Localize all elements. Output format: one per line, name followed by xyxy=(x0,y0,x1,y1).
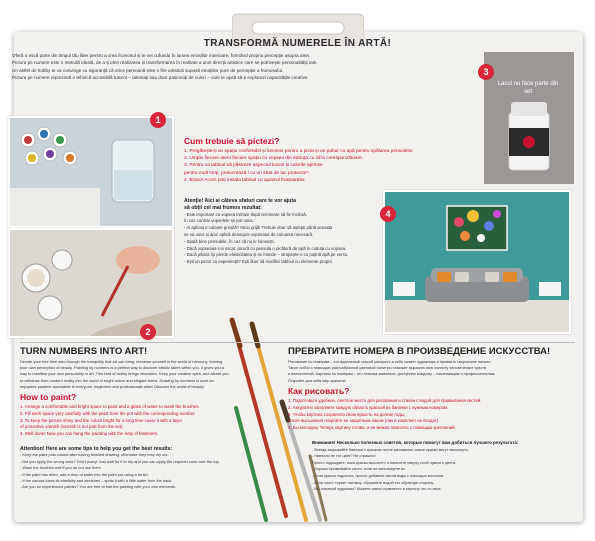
ru-tip: - Нанесли не тот цвет? Не страшно! xyxy=(312,454,376,459)
living-room-illustration xyxy=(385,192,569,332)
bottle-label-text: Lacul nu face parte din set xyxy=(497,81,559,95)
ro-howto-heading: Cum trebuie să pictezi? xyxy=(184,136,280,146)
ro-tips-heading: Atenție! Aici ai câteva sfaturi care te vor ajuta xyxy=(184,198,296,204)
en-steps xyxy=(20,404,200,438)
en-tip: - Did you apply the wrong color? Don't worry! Just wait for it to dry and you can apply the required color over the top. xyxy=(20,458,220,464)
paint-pots-illustration xyxy=(10,118,172,226)
ro-tip: - Spală bine pensulele, în caz că nu le folosești. xyxy=(184,238,275,244)
ro-step: 1. Pregătește-ți un spațiu confortabil și luminos pentru a picta și un pahar cu apă pentru spălarea pensulelor. xyxy=(184,149,414,154)
ru-tips-heading: Внимание! Несколько полезных советов, которые помогут вам добиться лучшего результата: xyxy=(312,440,519,445)
ro-steps xyxy=(184,148,414,184)
en-step: 1. Arrange a comfortable and bright space to paint and a glass of water to wash the brushes. xyxy=(20,404,200,409)
bottle-label xyxy=(497,80,559,96)
en-step: 4. Well done! Now you can hang the painting with the help of fasteners. xyxy=(20,431,159,437)
ru-section-heading: ПРЕВРАТИТЕ НОМЕРА В ПРОИЗВЕДЕНИЕ ИСКУССТВА! xyxy=(288,346,551,357)
ro-tip: - Este important ca vopsea trebuie după terminare să fie închisă. xyxy=(184,211,308,217)
ru-intro-line: Такое хобби с помощью разнообразной цветовой палитры поможет выразить всю полноту человеческих чувств xyxy=(288,366,486,371)
ru-tip: - Если краска подсохла, просто добавьте капли воды с помощью кисточки. xyxy=(312,473,444,478)
ro-step: 2. Umple fiecare atent fiecare spațiu cu vopsea din sticluța cu cifra corespunzătoare. xyxy=(184,156,364,162)
ro-step: pentru mult timp, prelucrează-l cu un strat de lac protector*. xyxy=(184,170,311,176)
ru-tip: - Хорошо промывайте кисти, если не используете их. xyxy=(312,467,407,472)
en-howto-heading: How to paint? xyxy=(20,392,77,402)
ru-step: 3. Чтобы картина сохраняла свою яркость на долгие годы, xyxy=(288,411,406,417)
badge-one: 1 xyxy=(150,112,166,128)
ro-step: 3. Pentru ca tabloul să păstreze aspectul lucios și culorile aprinse xyxy=(184,163,323,169)
en-tip: - Wash the brushes well if you do not use them. xyxy=(20,465,102,471)
en-tip: - If the paint has dried, add a drop of water into the paint pot using a brush. xyxy=(20,471,149,477)
ru-step: 4. Вы молодец! Теперь картину готова, и ее можно повесить с помощью креплений. xyxy=(288,425,456,431)
ru-step: 1. Подготовьте удобное, светлое место для рисования и стакан с водой для промывания кистей. xyxy=(288,398,482,403)
ru-step: после высыхания покройте ее защитным лаком (лак в комплект не входит). xyxy=(288,418,440,424)
intro-line: Oferă o mică parte din timpul tău liber pentru a crea frumosul și te vei cufunda în lumea emoțiilor interioare, formând propria percepție asupra artei. xyxy=(12,53,311,58)
painting-hand-photo xyxy=(8,228,174,338)
badge-four: 4 xyxy=(380,206,396,222)
en-step: of protective varnish (varnish is not part from the set). xyxy=(20,424,124,430)
ro-tip: - Dacă pânza își pierde elasticitatea și se întinde – stropește-o cu puțină apă pe verso. xyxy=(184,252,349,258)
intro-line: Pictura pe numere reprezintă o tehnică accesibilă tuturor – talentați sau doar pasionați de culori – care te ajută să-ți explorezi capacitățile creative. xyxy=(12,75,309,81)
ro-tip: - Ai aplicat o culoare greșită? Nicio grijă! Trebuie doar să aștepți până aceasta xyxy=(184,225,333,231)
varnish-bottle-image xyxy=(484,52,574,184)
ru-tip: - Всегда закрывайте баночки с краскою после рисования, иначе краски могут высохнуть. xyxy=(312,447,469,452)
intro-text-ro xyxy=(12,52,472,82)
en-tip: - Keep the paint pots closed after having finished drawing, otherwise they may dry out. xyxy=(20,452,169,458)
en-tip: - Are you an experienced painter? You are free to edit the painting with your own elements. xyxy=(20,484,177,490)
en-intro-line: enjoyable pastime accessible to everyone, beginners and professionals alike! Discover the world of beauty! xyxy=(20,383,205,389)
ru-intro-line: Откройте для себя мир красоты! xyxy=(288,378,346,383)
en-intro-line: Devote your free time also through the tranquility that art can bring, immerse yourself in the world of harmony, forming xyxy=(20,359,223,364)
living-room-photo xyxy=(383,190,571,334)
ro-tip: În caz contrar vopselele se pot usca. xyxy=(184,218,254,224)
ru-tips xyxy=(312,440,518,493)
ru-tip: - Вы опытный художник? Можете смело привнести в картину что-то свое. xyxy=(312,487,442,492)
ro-tip: se va usca și apoi aplică deasupra vopseaua de culoarea necesară. xyxy=(184,231,314,237)
ru-step: 2. Аккуратно заполните каждую область краской из баночки с нужным номером. xyxy=(288,404,449,410)
section-divider xyxy=(20,342,575,343)
en-tip: - If the canvas loses its elasticity and stretches – spritz it with a little water from the back. xyxy=(20,478,173,484)
ro-tip: - Dacă vopseaua s-a uscat, picură cu pensula o picătură de apă în cutiuța cu vopsea. xyxy=(184,245,347,251)
ru-intro-line: Рисование по номерам – это идеальный способ раскрыть в себе талант художника и проявить творческое начало. xyxy=(288,360,492,364)
intro-line: Un astfel de hobby te va convinge cu siguranță că orice persoană este o fire artistică supusă emoțiilor pure de percepție a frumosului. xyxy=(12,67,284,73)
ro-tips xyxy=(184,198,348,266)
en-step: 3. To keep the picture shiny and the colors bright for a long time cover it with a layer xyxy=(20,417,183,423)
en-tips-heading: Attention! Here are some tips to help you get the best results: xyxy=(20,446,173,452)
en-section-heading: TURN NUMBERS INTO ART! xyxy=(20,346,148,357)
en-intro-line: way to manifest your own personality in art. This kind of hobby brings relaxation. Keep your creative spirit, and allows you xyxy=(20,371,229,377)
ru-steps xyxy=(288,398,481,432)
en-intro-line: to withdraw from modern reality into the world of bright colors and elegant forms. Drawing by numbers is such an xyxy=(20,377,214,383)
page-title: TRANSFORMĂ NUMERELE ÎN ARTĂ! xyxy=(203,38,392,49)
paint-pots-photo xyxy=(8,116,174,228)
ro-tips-heading-2: să obții cel mai frumos rezultat: xyxy=(184,204,262,211)
intro-line: Pictura pe numere este o metodă ideală, de a-ți oferi realizarea și transformarea în realitate a unei direcții artistice care se potrivește personalității tale. xyxy=(12,60,318,66)
en-tips xyxy=(20,446,220,491)
en-intro-line: your own perception of beauty. Painting by numbers is a perfect way to discover artistic talent within you. It gives you a xyxy=(20,365,224,371)
ru-intro xyxy=(288,359,495,384)
ro-step: 4. Bravo! Acum poți instala tabloul cu ajutorul fixatoarelor. xyxy=(184,177,306,183)
badge-two: 2 xyxy=(140,324,156,340)
ro-tip: - Ești un pictor cu experiență? Ești liber să modifici tabloul cu elemente proprii. xyxy=(184,259,333,265)
en-step: 2. Fill each space very carefully with the paint from the pot with the corresponding number. xyxy=(20,410,196,416)
ru-intro-line: и впечатлений. Картины по номерам – это техника живописи, доступная каждому – начинающим и профессионалам. xyxy=(288,372,496,377)
en-intro xyxy=(20,359,229,390)
ru-tip: Просто подождите, пока краска высохнет, а нанесите сверху слой нужного цвета. xyxy=(312,460,456,465)
ru-tip: - Если холст теряет натяжку, сбрызните водой его обратную сторону. xyxy=(312,480,434,485)
ru-howto-heading: Как рисовать? xyxy=(288,386,350,396)
painting-hand-illustration xyxy=(10,230,172,336)
badge-three: 3 xyxy=(478,64,494,80)
